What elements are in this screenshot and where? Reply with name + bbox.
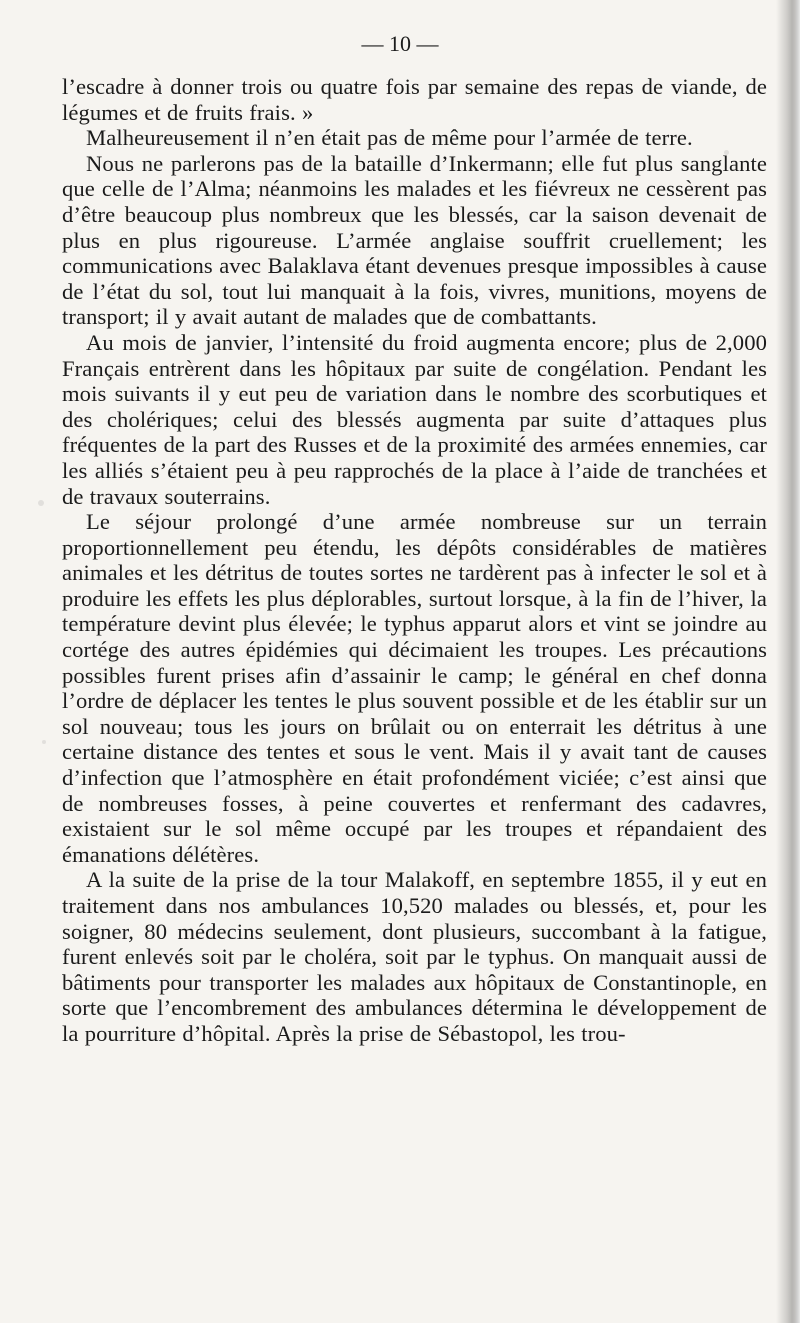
paragraph: l’escadre à donner trois ou quatre fois par semaine des repas de viande, de légumes et de fruits frais. »: [62, 74, 767, 125]
paragraph: Le séjour prolongé d’une armée nombreuse sur un terrain proportionnellement peu étendu, les dépôts considérables de matières animales et les détritus de toutes sortes ne tardèrent pas à infecter le sol et à produire les effets les plus déplorables, surtout lorsque, à la fin de l’hiver, la température devint plus élevée; le typhus apparut alors et vint se joindre au cortége des autres épidémies qui décimaient les troupes. Les précautions possibles furent prises afin d’assainir le camp; le général en chef donna l’ordre de déplacer les tentes le plus souvent possible et de les établir sur un sol nouveau; tous les jours on brûlait ou on enterrait les détritus à une certaine distance des tentes et sous le vent. Mais il y avait tant de causes d’infection que l’atmosphère en était profondément viciée; c’est ainsi que de nombreuses fosses, à peine couvertes et renfermant des cadavres, existaient sur le sol même occupé par les troupes et répandaient des émanations délétères.: [62, 509, 767, 867]
page-edge-highlight: [792, 0, 800, 1323]
paper-spot: [42, 740, 46, 744]
page-number-header: — 10 —: [361, 31, 439, 56]
paragraph: Au mois de janvier, l’intensité du froid augmenta encore; plus de 2,000 Français entrèrent dans les hôpitaux par suite de congélation. Pendant les mois suivants il y eut peu de variation dans le nombre des scorbutiques et des cholériques; celui des blessés augmenta par suite d’attaques plus fréquentes de la part des Russes et de la proximité des armées ennemies, car les alliés s’étaient peu à peu rapprochés de la place à l’aide de tranchées et de travaux souterrains.: [62, 329, 767, 509]
paper-spot: [38, 500, 44, 506]
paragraph: Malheureusement il n’en était pas de même pour l’armée de terre.: [86, 125, 693, 151]
paragraph: Nous ne parlerons pas de la bataille d’Inkermann; elle fut plus sanglante que celle de l’Alma; néanmoins les malades et les fiévreux ne cessèrent pas d’être beaucoup plus nombreux que les blessés, car la saison devenait de plus en plus rigoureuse. L’armée anglaise souffrit cruellement; les communications avec Balaklava étant devenues presque impossibles à cause de l’état du sol, tout lui manquait à la fois, vivres, munitions, moyens de transport; il y avait autant de malades que de combattants.: [62, 150, 767, 330]
body-text: [62, 74, 767, 1047]
paragraph: A la suite de la prise de la tour Malakoff, en septembre 1855, il y eut en traitement dans nos ambulances 10,520 malades ou blessés, et, pour les soigner, 80 médecins seulement, dont plusieurs, succombant à la fatigue, furent enlevés soit par le choléra, soit par le typhus. On manquait aussi de bâtiments pour transporter les malades aux hôpitaux de Constantinople, en sorte que l’encombrement des ambulances détermina le développement de la pourriture d’hôpital. Après la prise de Sébastopol, les trou-: [62, 867, 767, 1046]
